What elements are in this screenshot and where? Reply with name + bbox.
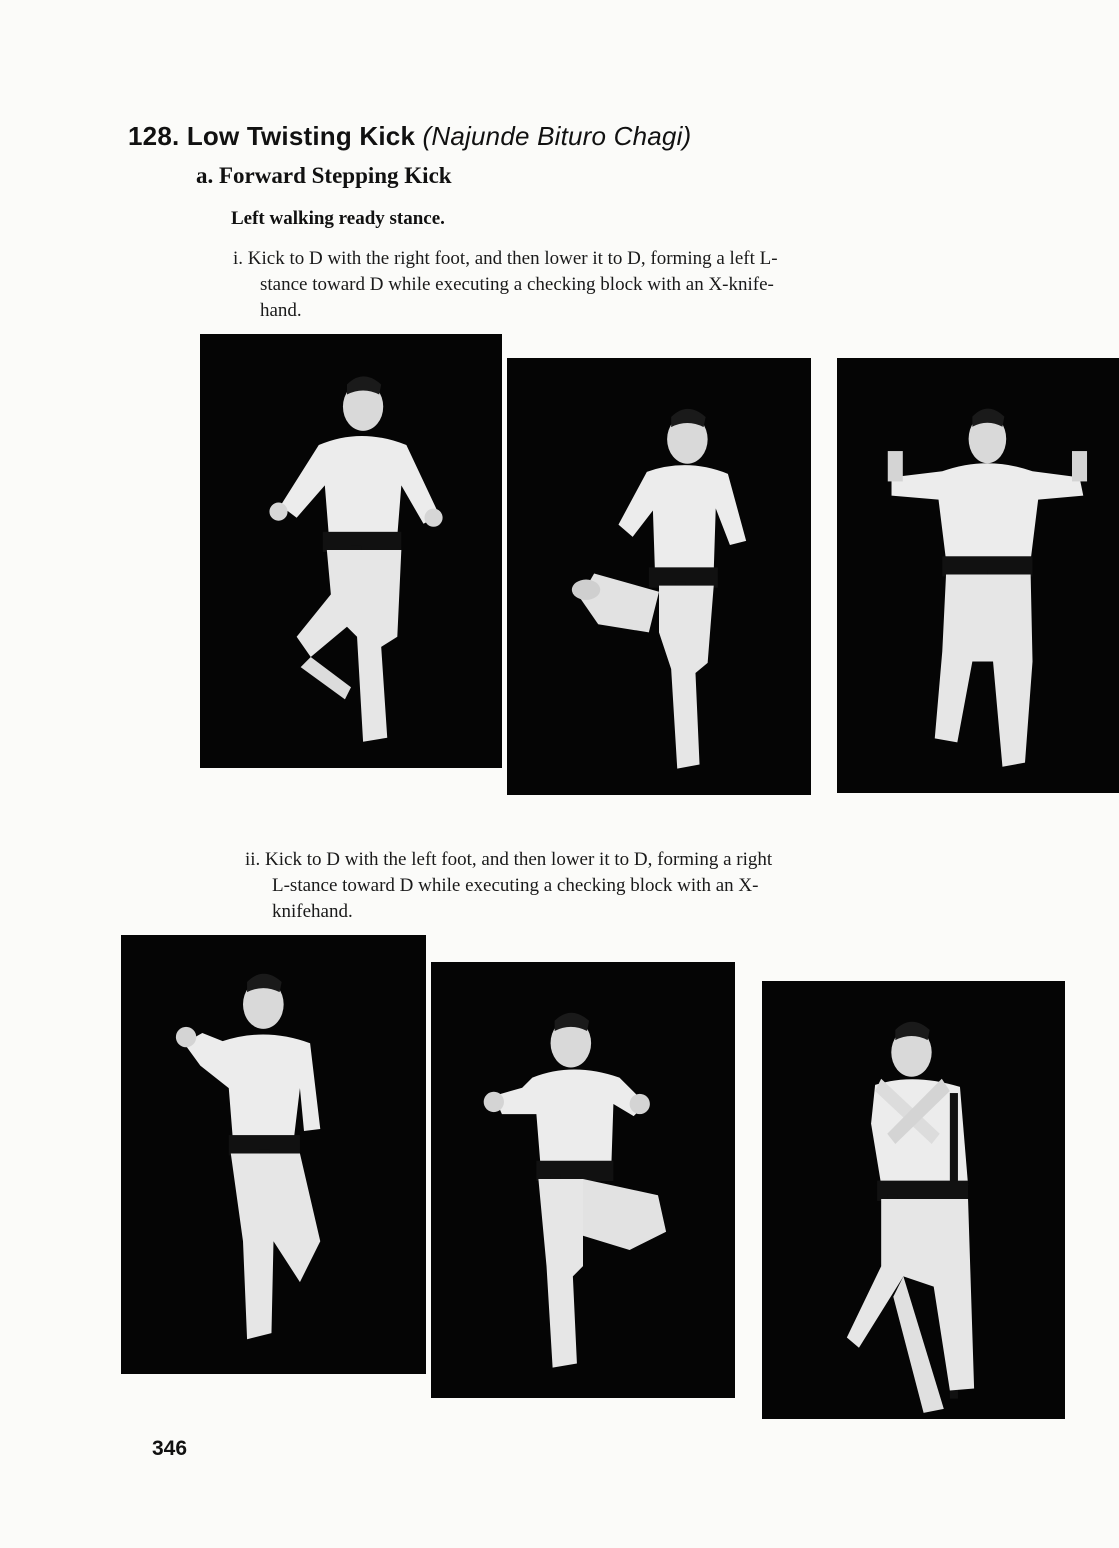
photo-1-1: [200, 334, 502, 768]
step-i-line-2: stance toward D while executing a checking block with an X-knife-: [260, 274, 774, 295]
figure-l-stance-x-knifehand: [762, 981, 1065, 1419]
section-name: Low Twisting Kick: [186, 121, 416, 151]
step-ii-line-3: knifehand.: [272, 901, 353, 922]
figure-knee-raise-left: [121, 935, 426, 1374]
section-number: 128.: [128, 121, 180, 151]
photo-2-3: [762, 981, 1065, 1419]
page-number: 346: [152, 1437, 188, 1460]
section-title: [128, 121, 691, 152]
step-ii-line-1: ii. Kick to D with the left foot, and then lower it to D, forming a right: [245, 849, 773, 870]
step-ii-text: [245, 847, 985, 925]
ready-stance-label: Left walking ready stance.: [231, 208, 445, 229]
step-i-line-1: i. Kick to D with the right foot, and then lower it to D, forming a left L-: [233, 248, 778, 269]
figure-kick-right: [507, 358, 811, 795]
step-i-text: [233, 246, 973, 324]
figure-knee-raise-right: [200, 334, 502, 768]
photo-2-2: [431, 962, 735, 1398]
subsection-heading: a. Forward Stepping Kick: [196, 163, 452, 188]
step-i-line-3: hand.: [260, 300, 302, 321]
photo-1-2: [507, 358, 811, 795]
step-ii-line-2: L-stance toward D while executing a checking block with an X-: [272, 875, 759, 896]
figure-lowering-foot: [837, 358, 1119, 793]
section-native-name: (Najunde Bituro Chagi): [422, 121, 692, 151]
photo-1-3: [837, 358, 1119, 793]
figure-kick-left: [431, 962, 735, 1398]
photo-2-1: [121, 935, 426, 1374]
